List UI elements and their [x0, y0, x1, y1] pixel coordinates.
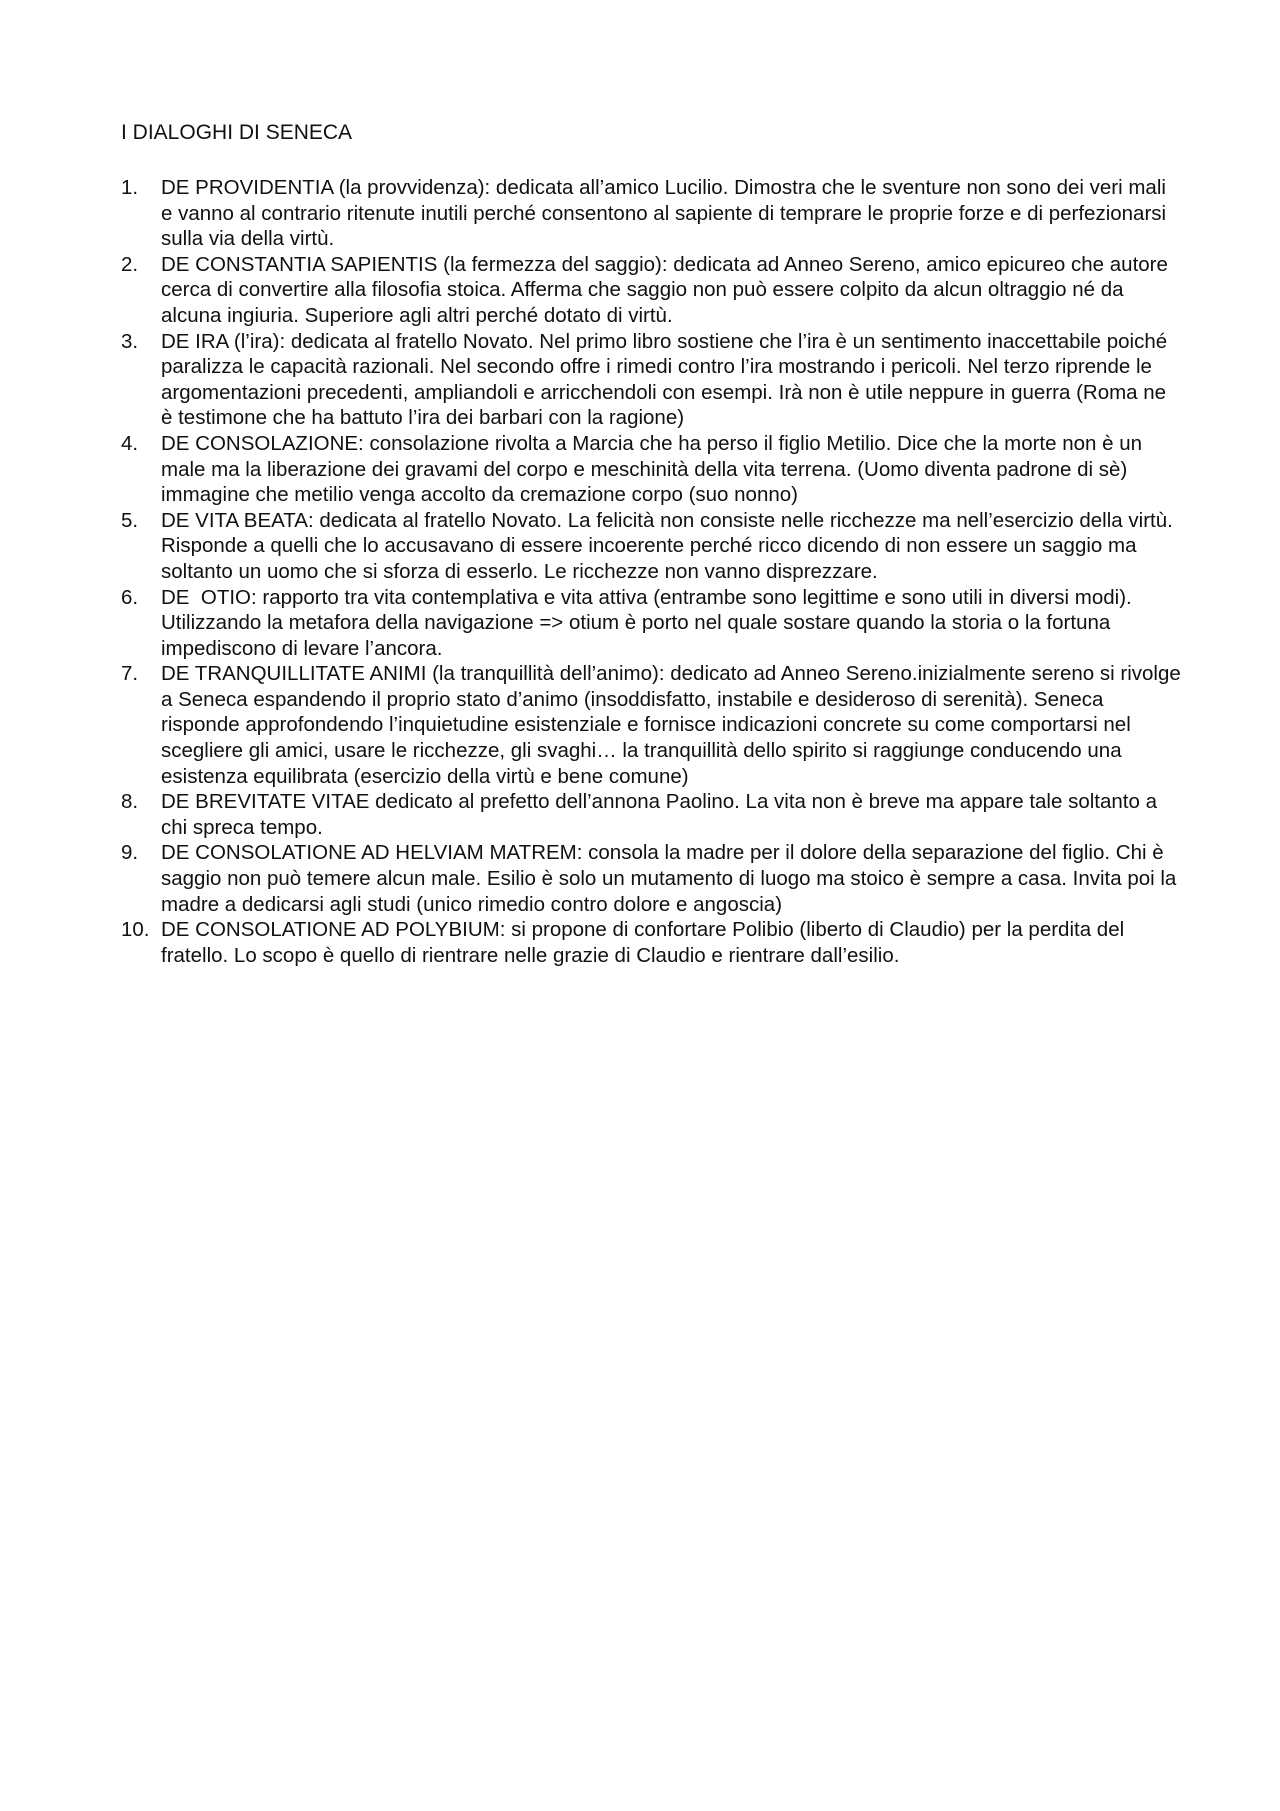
item-text: DE IRA (l’ira): dedicata al fratello Novato. Nel primo libro sostiene che l’ira è un sentimento inaccettabile poiché paralizza le capacità razionali. Nel secondo offre i rimedi contro l’ira mostrando i pericoli. Nel terzo riprende le argomentazioni precedenti, ampliandoli e arricchendoli con esempi. Irà non è utile neppure in guerra (Roma ne è testimone che ha battuto l’ira dei barbari con la ragione) — [161, 329, 1168, 430]
list-item — [121, 508, 1181, 585]
list-item — [121, 789, 1181, 840]
item-text: DE OTIO: rapporto tra vita contemplativa e vita attiva (entrambe sono legittime e sono utili in diversi modi). Utilizzando la metafora della navigazione => otium è porto nel quale sostare quando la storia o la fortuna impediscono di levare l’ancora. — [161, 585, 1138, 660]
list-item — [121, 917, 1181, 968]
item-text: DE CONSOLATIONE AD HELVIAM MATREM: consola la madre per il dolore della separazione del figlio. Chi è saggio non può temere alcun male. Esilio è solo un mutamento di luogo ma stoico è sempre a casa. Invita poi la madre a dedicarsi agli studi (unico rimedio contro dolore e angoscia) — [161, 841, 1177, 916]
item-number: 1. — [121, 176, 139, 199]
item-text: DE PROVIDENTIA (la provvidenza): dedicata all’amico Lucilio. Dimostra che le sventure non sono dei veri mali e vanno al contrario ritenute inutili perché consentono al sapiente di temprare le proprie forze e di perfezionarsi sulla via della virtù. — [161, 176, 1167, 251]
list-item — [121, 175, 1181, 252]
list-item — [121, 661, 1181, 789]
list-item — [121, 840, 1181, 917]
item-number: 8. — [121, 790, 139, 814]
list-item — [121, 585, 1181, 662]
item-number: 6. — [121, 585, 139, 609]
item-number: 9. — [121, 841, 139, 865]
document-title: I DIALOGHI DI SENECA — [121, 121, 353, 144]
item-text: DE BREVITATE VITAE dedicato al prefetto dell’annona Paolino. La vita non è breve ma appare tale soltanto a chi spreca tempo. — [161, 790, 1157, 839]
item-number: 10. — [121, 918, 150, 942]
item-number: 3. — [121, 329, 139, 353]
list-item — [121, 431, 1181, 508]
list-item — [121, 329, 1181, 431]
dialogues-list — [121, 175, 1181, 968]
item-number: 4. — [121, 431, 139, 455]
item-text: DE CONSOLAZIONE: consolazione rivolta a Marcia che ha perso il figlio Metilio. Dice che la morte non è un male ma la liberazione dei gravami del corpo e meschinità della vita terrena. (Uomo diventa padrone di sè) immagine che metilio venga accolto da cremazione corpo (suo nonno) — [161, 431, 1143, 507]
item-text: DE TRANQUILLITATE ANIMI (la tranquillità dell’animo): dedicato ad Anneo Sereno.inizialmente sereno si rivolge a Seneca espandendo il proprio stato d’animo (insoddisfatto, instabile e desideroso di serenità). Seneca risponde approfondendo l’inquietudine esistenziale e fornisce indicazioni concrete su come comportarsi nel scegliere gli amici, usare le ricchezze, gli svaghi… la tranquillità dello spirito si raggiunge conducendo una esistenza equilibrata (esercizio della virtù e bene comune) — [161, 662, 1181, 788]
item-number: 7. — [121, 662, 139, 686]
item-number: 2. — [121, 252, 139, 276]
item-text: DE CONSOLATIONE AD POLYBIUM: si propone di confortare Polibio (liberto di Claudio) per la perdita del fratello. Lo scopo è quello di rientrare nelle grazie di Claudio e rientrare dall’esilio. — [161, 918, 1125, 967]
list-item — [121, 252, 1181, 329]
item-text: DE VITA BEATA: dedicata al fratello Novato. La felicità non consiste nelle ricchezze ma nell’esercizio della virtù. Risponde a quelli che lo accusavano di essere incoerente perché ricco dicendo di non essere un saggio ma soltanto un uomo che si sforza di esserlo. Le ricchezze non vanno disprezzare. — [161, 508, 1173, 583]
item-text: DE CONSTANTIA SAPIENTIS (la fermezza del saggio): dedicata ad Anneo Sereno, amico epicureo che autore cerca di convertire alla filosofia stoica. Afferma che saggio non può essere colpito da alcun oltraggio né da alcuna ingiuria. Superiore agli altri perché dotato di virtù. — [161, 252, 1168, 327]
item-number: 5. — [121, 508, 139, 532]
